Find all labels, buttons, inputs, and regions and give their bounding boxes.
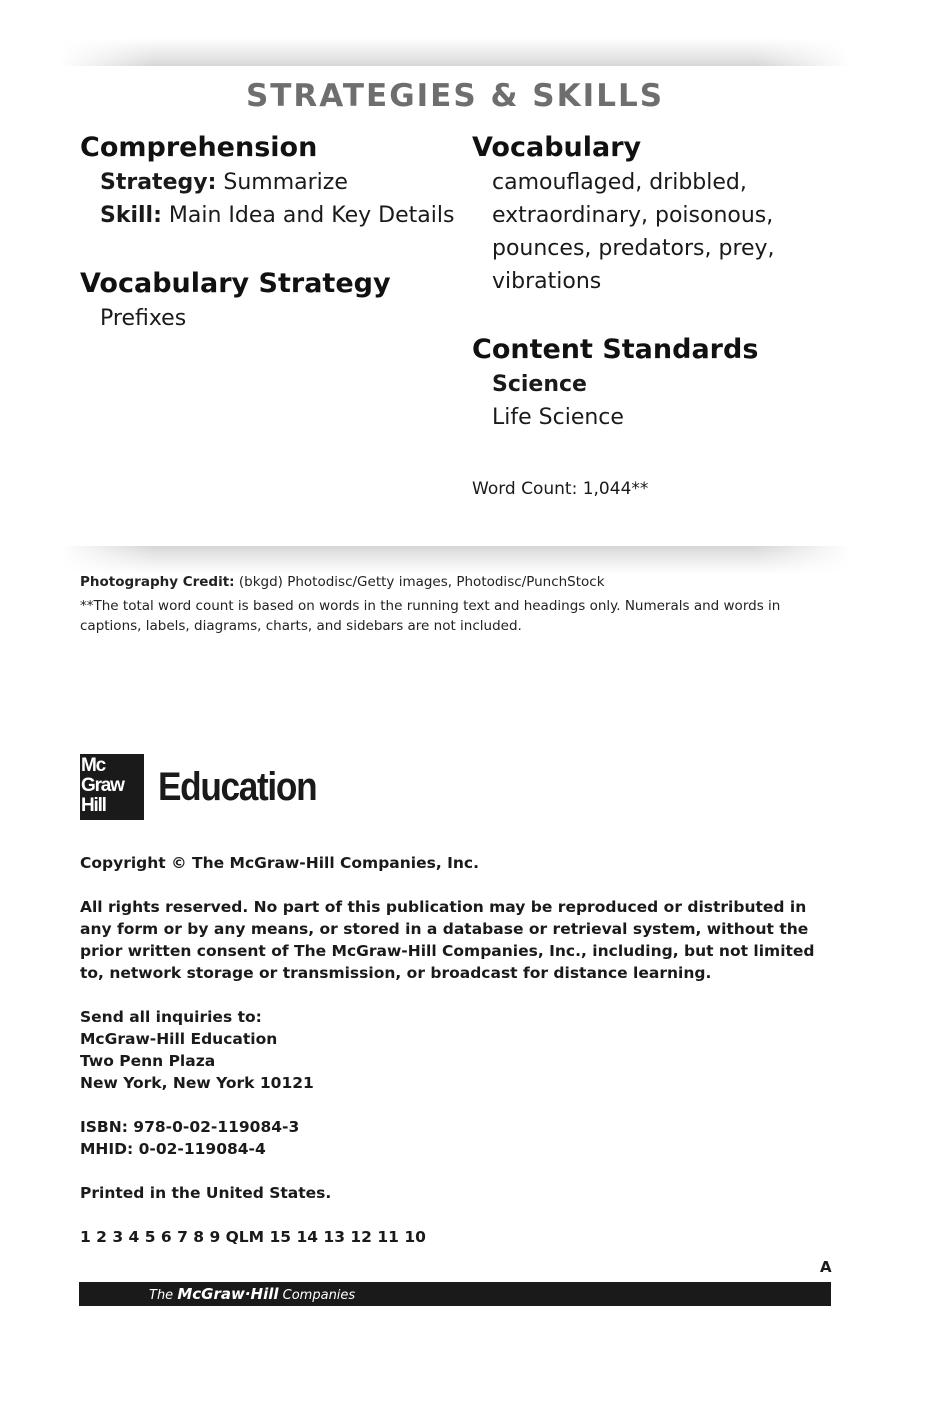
vocabulary-heading: Vocabulary xyxy=(472,132,642,163)
photo-credit xyxy=(80,572,840,592)
rights-statement: All rights reserved. No part of this publication may be reproduced or distributed in any form or by any means, or stored in a database or retrieval system, without the prior written consent of The McGraw-Hill Companies, Inc., including, but not limited to, network storage or transmission, or broadcast for distance learning. xyxy=(80,898,815,982)
vocabulary-strategy-heading: Vocabulary Strategy xyxy=(80,268,391,299)
skill-label: Skill: xyxy=(100,203,162,228)
legal-block xyxy=(80,852,840,1270)
strategy-line xyxy=(80,166,460,199)
identifiers xyxy=(80,1116,840,1160)
skill-value: Main Idea and Key Details xyxy=(168,203,455,228)
strategy-label: Strategy: xyxy=(100,170,217,195)
skill-line xyxy=(80,199,460,232)
address-line: New York, New York 10121 xyxy=(80,1074,314,1092)
top-shadow-divider xyxy=(60,38,850,66)
footer-prefix: The xyxy=(149,1288,174,1303)
bottom-shadow-divider xyxy=(60,546,850,574)
photo-credit-label: Photography Credit: xyxy=(80,574,235,590)
address-line: Two Penn Plaza xyxy=(80,1052,216,1070)
vocabulary-strategy-value: Prefixes xyxy=(100,306,187,331)
vocabulary-words-line: vibrations xyxy=(492,269,602,294)
vocabulary-words-line: extraordinary, poisonous, xyxy=(492,203,774,228)
address-line: McGraw-Hill Education xyxy=(80,1030,278,1048)
content-standards-subject: Science xyxy=(492,372,587,397)
footer-brand: McGraw·Hill xyxy=(177,1285,279,1303)
page-title: STRATEGIES & SKILLS xyxy=(245,78,665,114)
printing-line: 1 2 3 4 5 6 7 8 9 QLM 15 14 13 12 11 10 xyxy=(80,1228,426,1246)
logo-line: Graw xyxy=(81,775,124,796)
left-column xyxy=(80,130,460,335)
strategy-value: Summarize xyxy=(223,170,348,195)
credits-block xyxy=(80,572,840,636)
vocabulary-words-line: pounces, predators, prey, xyxy=(492,236,775,261)
right-column xyxy=(472,130,852,434)
footer-brand-line xyxy=(149,1282,355,1308)
page-letter: A xyxy=(820,1258,832,1276)
comprehension-heading: Comprehension xyxy=(80,132,318,163)
vocabulary-words-line: camouflaged, dribbled, xyxy=(492,170,747,195)
isbn: ISBN: 978-0-02-119084-3 xyxy=(80,1118,300,1136)
photo-credit-text: (bkgd) Photodisc/Getty images, Photodisc/PunchStock xyxy=(238,574,605,590)
content-standards-topic: Life Science xyxy=(492,405,624,430)
logo-line: Mc xyxy=(81,755,105,776)
content-standards-heading: Content Standards xyxy=(472,334,759,365)
address-line: Send all inquiries to: xyxy=(80,1008,262,1026)
copyright-line: Copyright © The McGraw-Hill Companies, Inc. xyxy=(80,854,480,872)
logo-line: Hill xyxy=(81,795,106,816)
logo-wordmark: Education xyxy=(158,764,317,809)
word-count: Word Count: 1,044** xyxy=(472,479,649,499)
footer-bar xyxy=(79,1282,831,1306)
footer-suffix: Companies xyxy=(282,1288,356,1303)
mhid: MHID: 0-02-119084-4 xyxy=(80,1140,266,1158)
mcgraw-hill-education-logo xyxy=(80,754,338,820)
inquiries-address xyxy=(80,1006,840,1094)
word-count-note: **The total word count is based on words in the running text and headings only. Numerals and words in captions, labels, diagrams, charts, and sidebars are not included. xyxy=(80,598,781,634)
logo-mark xyxy=(80,754,144,820)
printed-statement: Printed in the United States. xyxy=(80,1184,332,1202)
